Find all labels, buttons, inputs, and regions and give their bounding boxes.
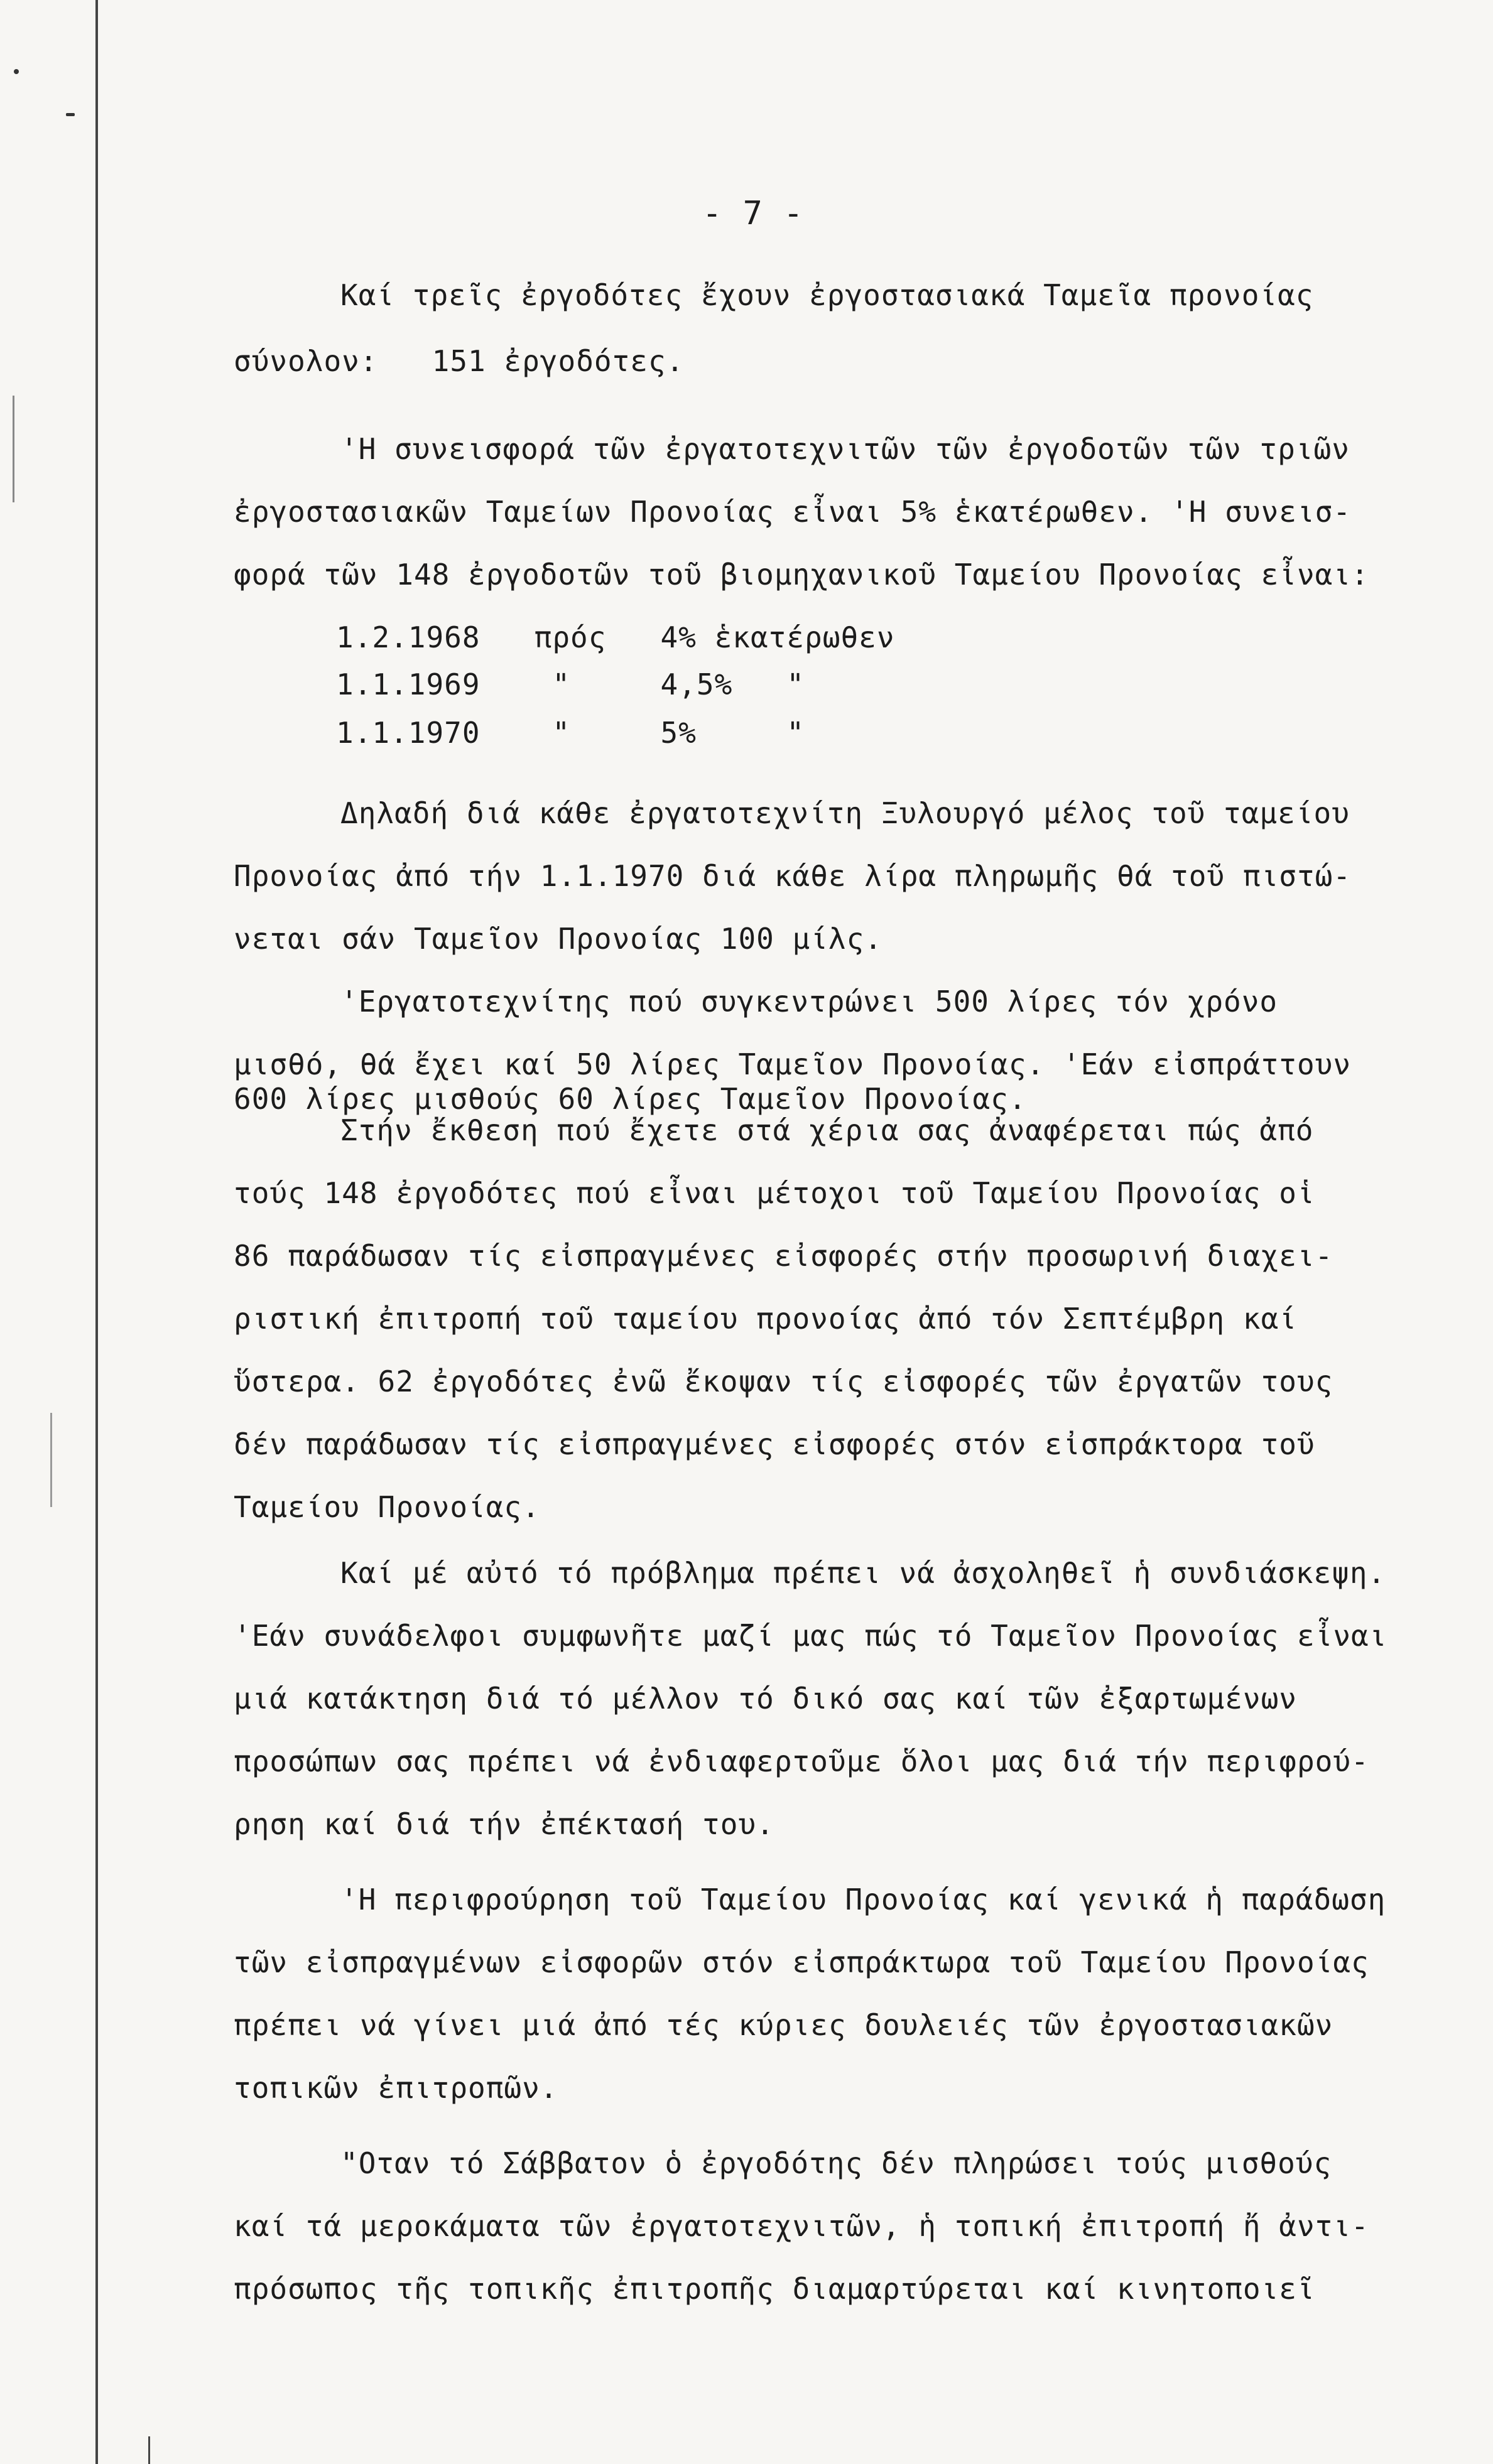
text-line: πρόσωπος τῆς τοπικῆς ἐπιτροπῆς διαμαρτύρεται καί κινητοποιεῖ [234,2272,1315,2306]
text-line: τῶν εἰσπραγμένων εἰσφορῶν στόν εἰσπράκτωρα τοῦ Ταμείου Προνοίας [234,1945,1369,1979]
date-row: 1.1.1969 " 4,5% " [336,667,805,701]
left-edge-mark-2 [50,1413,52,1507]
text-line: καί τά μεροκάματα τῶν ἐργατοτεχνιτῶν, ἡ τοπική ἐπιτροπή ἤ ἀντι- [234,2209,1369,2243]
text-line: Δηλαδή διά κάθε ἐργατοτεχνίτη Ξυλουργό μέλος τοῦ ταμείου [340,796,1350,830]
text-line: Καί μέ αὐτό τό πρόβλημα πρέπει νά ἀσχοληθεῖ ἡ συνδιάσκεψη. [340,1556,1386,1590]
text-line: ἐργοστασιακῶν Ταμείων Προνοίας εἶναι 5% ἑκατέρωθεν. 'Η συνεισ- [234,495,1352,529]
date-row: 1.2.1968 πρός 4% ἑκατέρωθεν [336,620,895,654]
text-line: Ταμείου Προνοίας. [234,1490,540,1524]
text-line: Καί τρεῖς ἐργοδότες ἔχουν ἐργοστασιακά Ταμεῖα προνοίας [340,278,1314,312]
bottom-margin-tick [148,2436,150,2464]
text-line: 'Η περιφρούρηση τοῦ Ταμείου Προνοίας καί γενικά ἡ παράδωση [340,1883,1386,1916]
text-line: τοπικῶν ἐπιτροπῶν. [234,2071,558,2105]
text-line: "Οταν τό Σάββατον ὁ ἐργοδότης δέν πληρώσει τούς μισθούς [340,2146,1332,2180]
text-line: 'Η συνεισφορά τῶν ἐργατοτεχνιτῶν τῶν ἐργοδοτῶν τῶν τριῶν [340,432,1350,466]
text-line: 'Εργατοτεχνίτης πού συγκεντρώνει 500 λίρες τόν χρόνο [340,985,1278,1019]
text-line: μιά κατάκτηση διά τό μέλλον τό δικό σας καί τῶν ἐξαρτωμένων [234,1682,1297,1716]
text-line: Προνοίας ἀπό τήν 1.1.1970 διά κάθε λίρα πληρωμῆς θά τοῦ πιστώ- [234,859,1352,893]
text-line: Στήν ἔκθεση πού ἔχετε στά χέρια σας ἀναφέρεται πώς ἀπό [340,1113,1314,1147]
margin-dot [14,69,19,74]
text-line: τούς 148 ἐργοδότες πού εἶναι μέτοχοι τοῦ Ταμείου Προνοίας οἱ [234,1176,1315,1210]
text-line: φορά τῶν 148 ἐργοδοτῶν τοῦ βιομηχανικοῦ Ταμείου Προνοίας εἶναι: [234,558,1369,592]
text-line: 'Εάν συνάδελφοι συμφωνῆτε μαζί μας πώς τό Ταμεῖον Προνοίας εἶναι [234,1619,1387,1653]
date-row: 1.1.1970 " 5% " [336,716,805,750]
text-line: μισθό, θά ἔχει καί 50 λίρες Ταμεῖον Προνοίας. 'Εάν εἰσπράττουν [234,1047,1352,1081]
text-line: ρηση καί διά τήν ἐπέκτασή του. [234,1807,774,1841]
left-edge-mark [13,396,14,502]
text-line: 600 λίρες μισθούς 60 λίρες Ταμεῖον Προνοίας. [234,1082,1027,1116]
text-line: ριστική ἐπιτροπή τοῦ ταμείου προνοίας ἀπό τόν Σεπτέμβρη καί [234,1302,1297,1336]
page-number: - 7 - [702,195,804,232]
text-line: πρέπει νά γίνει μιά ἀπό τές κύριες δουλειές τῶν ἐργοστασιακῶν [234,2008,1333,2042]
margin-dash [66,113,75,116]
text-line: 86 παράδωσαν τίς εἰσπραγμένες εἰσφορές στήν προσωρινή διαχει- [234,1239,1333,1273]
left-margin-line [95,0,98,2464]
text-line: ὕστερα. 62 ἐργοδότες ἐνῶ ἔκοψαν τίς εἰσφορές τῶν ἐργατῶν τους [234,1364,1333,1398]
text-line: σύνολον: 151 ἐργοδότες. [234,344,685,378]
text-line: νεται σάν Ταμεῖον Προνοίας 100 μίλς. [234,922,882,956]
text-line: δέν παράδωσαν τίς εἰσπραγμένες εἰσφορές στόν εἰσπράκτορα τοῦ [234,1427,1315,1461]
text-line: προσώπων σας πρέπει νά ἐνδιαφερτοῦμε ὅλοι μας διά τήν περιφρού- [234,1744,1369,1778]
